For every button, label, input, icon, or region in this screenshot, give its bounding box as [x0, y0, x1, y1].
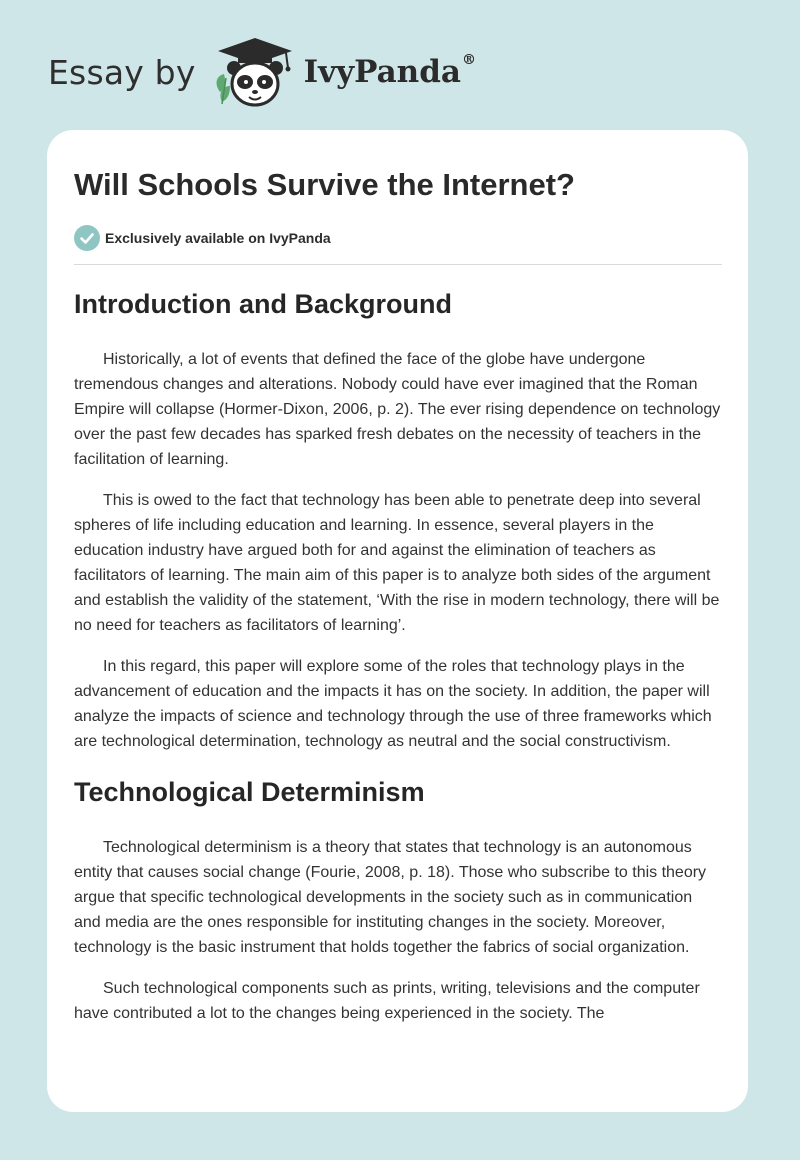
essay-title: Will Schools Survive the Internet? [74, 167, 575, 202]
essay-card [47, 130, 748, 1112]
registered-mark: ® [461, 52, 476, 68]
paragraph: Historically, a lot of events that defined the face of the globe have undergone tremendous changes and alterations. Nobody could have ever imagined that the Roman Empire will collapse (Hormer-Dixon, 2006, p. 2). The ever rising dependence on technology over the past few decades has sparked fresh debates on the necessity of teachers in the facilitation of learning. [74, 351, 721, 468]
site-header [48, 36, 476, 108]
section-heading-technological-determinism: Technological Determinism [74, 777, 425, 807]
paragraph: Technological determinism is a theory that states that technology is an autonomous entity that causes social change (Fourie, 2008, p. 18). Those who subscribe to this theory argue that specific technological developments in the society such as in communication and media are the ones responsible for instituting changes in the society. Moreover, technology is the basic instrument that holds together the fabrics of social organization. [74, 839, 707, 956]
panda-graduate-logo-icon[interactable] [210, 36, 300, 108]
paragraph: Such technological components such as prints, writing, televisions and the computer have contributed a lot to the changes being experienced in the society. The [74, 980, 700, 1022]
paragraph: In this regard, this paper will explore some of the roles that technology plays in the advancement of education and the impacts it has on the society. In addition, the paper will analyze the impacts of science and technology through the use of three frameworks which are technological determination, technology as neutral and the social constructivism. [74, 658, 712, 750]
brand-name[interactable]: IvyPanda® [303, 52, 476, 90]
check-circle-icon [74, 225, 100, 251]
exclusive-badge [74, 225, 722, 251]
title-divider [74, 264, 722, 265]
exclusive-label: Exclusively available on IvyPanda [105, 230, 331, 246]
section-heading-introduction: Introduction and Background [74, 289, 452, 319]
paragraph: This is owed to the fact that technology has been able to penetrate deep into several spheres of life including education and learning. In essence, several players in the education industry have argued both for and against the elimination of teachers as facilitators of learning. The main aim of this paper is to analyze both sides of the argument and establish the validity of the statement, ‘With the rise in modern technology, there will be no need for teachers as facilitators of learning’. [74, 492, 720, 634]
essay-by-label: Essay by [48, 52, 196, 92]
